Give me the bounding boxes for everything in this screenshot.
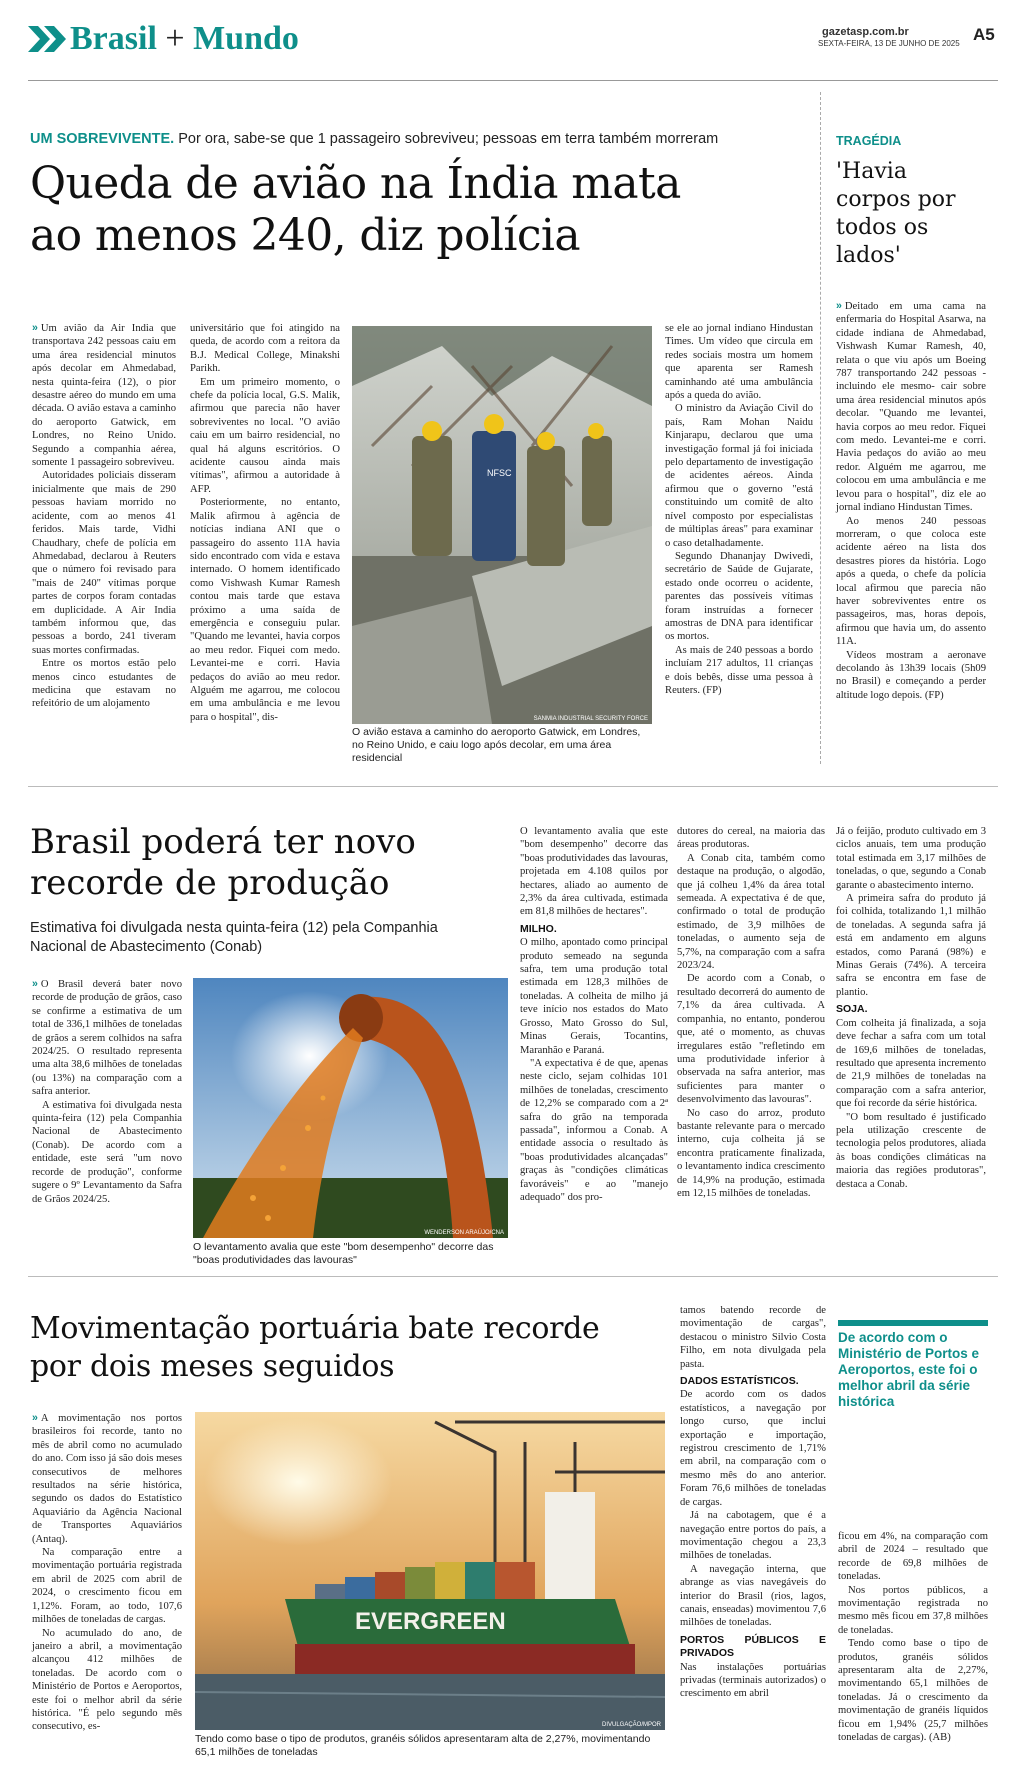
lead-arrow-icon: »	[32, 322, 38, 334]
paragraph: Na comparação entre a movimentação portuária registrada em abril de 2025 com abril de 2024, o crescimento ficou em 1,12%. Foram, ao todo, 107,6 milhões de toneladas de cargas.	[32, 1547, 182, 1626]
story2-col1	[32, 978, 182, 1206]
subhead-milho: MILHO.	[520, 922, 557, 935]
paragraph: ficou em 4%, na comparação com abril de 2024 – resultado que recorde de 69,8 milhões de toneladas.	[838, 1531, 988, 1583]
paragraph: O ministro da Aviação Civil do país, Ram Mohan Naidu Kinjarapu, declarou que uma investigação formal já foi iniciada pelo departamento de investigação de acidentes aéreos. Ainda afirmou que o governo "está constituindo um comitê de alto nível composto por especialistas de múltiplas áreas" para examinar o caso detalhadamente.	[665, 403, 813, 549]
story2-col2	[520, 825, 668, 1204]
paragraph: Segundo Dhananjay Dwivedi, secretário de Saúde de Gujarate, estado onde ocorreu o acidente, parentes das possíveis vítimas foram instruídas a fornecer amostras de DNA para identificar os mortos.	[665, 550, 813, 643]
kicker-text: Por ora, sabe-se que 1 passageiro sobreviveu; pessoas em terra também morreram	[178, 131, 719, 147]
paragraph: Tendo como base o tipo de produtos, granéis sólidos apresentaram alta de 2,27%, movimentando 65,1 milhões de toneladas. Já o crescimento da movimentação de granéis líquidos ficou em 1,94% (25,7 milhões toneladas de cargas). (AB)	[838, 1638, 988, 1744]
paragraph: Ao menos 240 pessoas morreram, o que coloca este acidente aéreo na lista dos desastres piores da história. Logo após a queda, o chefe da polícia local afirmou que parecia não haver sobreviventes entre os passageiros, mas, horas depois, afirmou que havia um, do assento 11A.	[836, 515, 986, 648]
subhead-portos: PORTOS PÚBLICOS E PRIVADOS	[680, 1633, 826, 1660]
paragraph: Nas instalações portuárias privadas (terminais autorizados) o crescimento em abril	[680, 1661, 826, 1700]
ship-name-text: EVERGREEN	[355, 1608, 506, 1635]
photo-caption: O avião estava a caminho do aeroporto Gatwick, em Londres, no Reino Unido, e caiu logo após decolar, em uma área residencial	[352, 726, 641, 764]
masthead	[28, 22, 1000, 72]
story2-deck: Estimativa foi divulgada nesta quinta-feira (12) pela Companhia Nacional de Abastecimento (Conab)	[30, 920, 438, 955]
paragraph: No acumulado do ano, de janeiro a abril, a movimentação alcançou 412 milhões de toneladas. De acordo com o Ministério de Portos e Aeroportos, este foi o melhor abril da série histórica. "É pelo segundo mês consecutivo, es-	[32, 1627, 182, 1733]
paragraph: De acordo com a Conab, o resultado decorrerá do aumento de 7,1% da área cultivada. A companhia, no entanto, ponderou que, até o momento, as chuvas irregulares estão "refletindo em uma produtividade inferior à observada na safra anterior, mas suficientes para manter o desenvolvimento das lavouras".	[677, 973, 825, 1106]
section-plus: +	[165, 20, 185, 57]
lead-arrow-icon: »	[32, 978, 38, 990]
sidebar-label: TRAGÉDIA	[836, 134, 902, 148]
story1-col2	[190, 322, 340, 724]
paragraph: Em um primeiro momento, o chefe da polícia local, G.S. Malik, afirmou que parecia não haver sobreviventes no local. "O avião caiu em um bairro residencial, no qual há alguns escritórios. O acidente causou ainda mais vítimas", afirmou a autoridade à AFP.	[190, 376, 340, 495]
subhead-dados: DADOS ESTATÍSTICOS.	[680, 1375, 799, 1388]
paragraph: Autoridades policiais disseram inicialmente que mais de 290 pessoas haviam morrido no acidente, com ao menos 41 feridos. Mais tarde, Vidhi Chaudhary, chefe de polícia em Ahmedabad, declarou à Reuters que o número foi revisado para "mais de 240" vítimas porque partes de corpos foram contadas em duplicidade. A Air India também informou que, das pessoas a bordo, 241 tiveram suas mortes confirmadas.	[32, 470, 176, 656]
paragraph: "O bom resultado é justificado pela utilização crescente de tecnologia pelos produtores, aliada às boas condições climáticas na maioria das regiões produtoras", destaca a Conab.	[836, 1111, 986, 1190]
paragraph: Entre os mortos estão pelo menos cinco estudantes de medicina que estavam no refeitório de um alojamento	[32, 658, 176, 710]
double-chevron-icon	[28, 26, 68, 56]
headline-line-2: ao menos 240, diz polícia	[30, 210, 580, 261]
pullquote-text: De acordo com o Ministério de Portos e Aeroportos, este foi o melhor abril da série histórica	[838, 1330, 980, 1409]
story1-col1	[32, 322, 176, 711]
photo-credit: WENDERSON ARAÚJO/CNA	[424, 1230, 504, 1236]
paragraph: A movimentação nos portos brasileiros foi recorde, tanto no mês de abril como no acumulado do ano. Com isso já são dois meses consecutivos de melhores resultados na série histórica, segundo os dados do Estatístico Aquaviário da Agência Nacional de Transportes Aquaviários (Antaq).	[32, 1413, 182, 1545]
photo-caption: Tendo como base o tipo de produtos, granéis sólidos apresentaram alta de 2,27%, movimentando 65,1 milhões de toneladas	[195, 1733, 651, 1758]
crash-site-photo	[352, 326, 652, 724]
paragraph: universitário que foi atingido na queda, de acordo com a reitora da B.J. Medical College, Minakshi Parikh.	[190, 323, 340, 375]
paragraph: O Brasil deverá bater novo recorde de produção de grãos, caso se confirme a estimativa de um total de 336,1 milhões de toneladas de grãos a serem colhidos na safra 2024/25. O resultado representa uma alta 38,6 milhões de toneladas (ou 13%) na comparação com a safra anterior.	[32, 979, 182, 1098]
page-number: A5	[973, 25, 995, 44]
subhead-soja: SOJA.	[836, 1003, 868, 1016]
photo-caption: O levantamento avalia que este "bom desempenho" decorre das "boas produtividades das lavouras"	[193, 1241, 494, 1266]
paragraph: De acordo com os dados estatísticos, a navegação por longo curso, que inclui exportação e importação, registrou crescimento de 1,71% em abril, na comparação com o mesmo mês do ano anterior. Foram 76,6 milhões de toneladas de cargas.	[680, 1389, 826, 1508]
headline-line-1: Brasil poderá ter novo	[30, 822, 416, 862]
kicker-label: UM SOBREVIVENTE.	[30, 131, 175, 147]
pullquote	[838, 1320, 988, 1410]
paragraph: A primeira safra do produto já foi colhida, totalizando 1,1 milhão de toneladas. A segunda safra já está em andamento em alguns estados, como Paraná (98%) e Minas Gerais (74%). A terceira safra se encontra em fase de plantio.	[836, 893, 986, 998]
story3-headline	[30, 1310, 680, 1386]
sidebar-divider	[820, 92, 821, 764]
paragraph: Deitado em uma cama na enfermaria do Hospital Asarwa, na cidade indiana de Ahmedabad, Vishwash Kumar Ramesh, 40, relata o que viu após um Boeing 787 transportando 242 pessoas -incluindo ele mesmo- cair sobre uma área residencial minutos após decolar. "Quando me levantei, havia corpos ao meu redor. Fiquei com medo. Levantei-me e corri. Havia pedaços do avião ao meu redor. Alguém me agarrou, me colocou em uma ambulância e me levou para o hospital", diz ele ao jornal indiano Hindustan Times.	[836, 301, 986, 514]
sidebar-body	[836, 300, 986, 702]
story-divider-1	[28, 786, 998, 787]
headline-line-1: Movimentação portuária bate recorde	[30, 1311, 600, 1346]
photo-credit: SANMIA INDUSTRIAL SECURITY FORCE	[533, 716, 648, 722]
paragraph: A Conab cita, também como destaque na produção, o algodão, que já colheu 1,4% da área total semeada. A expectativa é de que, confirmado o total de produção estimado, de 3,9 milhões de toneladas, o aumento seja de 5,7%, na comparação com a safra 2023/24.	[677, 852, 825, 972]
paragraph: "A expectativa é de que, apenas neste ciclo, sejam colhidas 101 milhões de toneladas, crescimento de 12,2% se comparado com a 2ª safra do grão na temporada passada", informou a Conab. A entidade associa o resultado às "boas produtividades alcançadas" graças às "condições climáticas favoráveis" e ao "manejo adequado" dos pro-	[520, 1057, 668, 1203]
headline-line-2: por dois meses seguidos	[30, 1349, 395, 1384]
story2-headline	[30, 822, 530, 904]
site-url[interactable]: gazetasp.com.br	[822, 26, 909, 38]
edition-date: SEXTA-FEIRA, 13 DE JUNHO DE 2025	[818, 39, 960, 48]
headline-line-2: recorde de produção	[30, 863, 390, 903]
story1-kicker	[30, 131, 810, 147]
story3-col1	[32, 1412, 182, 1734]
paragraph: tamos batendo recorde de movimentação de cargas", destacou o ministro Silvio Costa Filho, em nota divulgada pela pasta.	[680, 1305, 826, 1370]
paragraph: Nos portos públicos, a movimentação registrada no mesmo mês ficou em 37,8 milhões de toneladas.	[838, 1584, 988, 1636]
paragraph: Um avião da Air India que transportava 242 pessoas caiu em uma área residencial minutos após decolar em Ahmedabad, nesta quinta-feira (12), o pior desastre aéreo do mundo em uma década. O avião estava a caminho do aeroporto Gatwick, em Londres, no Reino Unido. Segundo a companhia aérea, somente 1 passageiro sobreviveu.	[32, 323, 176, 469]
story-divider-2	[28, 1276, 998, 1277]
paragraph: dutores do cereal, na maioria das áreas produtoras.	[677, 826, 825, 851]
svg-text:NFSC: NFSC	[487, 468, 512, 478]
lead-arrow-icon: »	[32, 1412, 38, 1424]
masthead-rule	[28, 80, 998, 81]
paragraph: No caso do arroz, produto bastante relevante para o mercado interno, cuja colheita já se encontra praticamente finalizada, o levantamento indica crescimento de 14,9% na produção, estimada em 12,15 milhões de toneladas.	[677, 1107, 825, 1199]
paragraph: O milho, apontado como principal produto semeado na segunda safra, tem uma produção total estimada em 128,3 milhões de toneladas. A colheita de milho já teve início nos estados do Mato Grosso, Mato Grosso do Sul, Minas Gerais, Tocantins, Maranhão e Paraná.	[520, 937, 668, 1056]
paragraph: A estimativa foi divulgada nesta quinta-feira (12) pela Companhia Nacional de Abastecimento (Conab). De acordo com a entidade, este será "um novo recorde de produção", conforme sugere o 9º Levantamento da Safra de Grãos 2024/25.	[32, 1099, 182, 1205]
story3-col3	[838, 1530, 988, 1745]
paragraph: se ele ao jornal indiano Hindustan Times. Um vídeo que circula em redes sociais mostra um homem que aparenta ser Ramesh caminhando até uma ambulância após a queda do avião.	[665, 323, 813, 402]
paragraph: Posteriormente, no entanto, Malik afirmou à agência de notícias indiana ANI que o passageiro do assento 11A havia sido encontrado com vida e estava internado. O homem identificado como Vishwash Kumar Ramesh contou mais tarde que estava próximo a uma saída de emergência e conseguiu pular. "Quando me levantei, havia corpos ao meu redor. Fiquei com medo. Levantei-me e corri. Havia pedaços do avião ao meu redor. Alguém me agarrou, me colocou em uma ambulância e me levou para o hospital", dis-	[190, 497, 340, 723]
paragraph: Vídeos mostram a aeronave decolando às 13h39 locais (5h09 no Brasil) e começando a perder altitude logo depois. (FP)	[836, 649, 986, 701]
story2-col3	[677, 825, 825, 1200]
grain-harvest-photo	[193, 978, 508, 1238]
photo-credit: DIVULGAÇÃO/MPOR	[601, 1722, 661, 1728]
section-brasil: Brasil	[70, 20, 157, 57]
paragraph: Já na cabotagem, que é a navegação entre portos do país, a movimentação chegou a 23,3 milhões de toneladas.	[680, 1510, 826, 1562]
story2-col4	[836, 825, 986, 1191]
story1-headline	[30, 158, 820, 262]
story3-col2	[680, 1304, 826, 1701]
section-title	[70, 20, 299, 58]
sidebar-title: 'Havia corpos por todos os lados'	[836, 159, 956, 268]
paragraph: Já o feijão, produto cultivado em 3 ciclos anuais, tem uma produção total estimada em 3,17 milhões de toneladas, o que, segundo a Conab garante o abastecimento interno.	[836, 826, 986, 891]
paragraph: As mais de 240 pessoas a bordo incluíam 217 adultos, 11 crianças e dois bebês, disse uma pessoa à Reuters. (FP)	[665, 644, 813, 696]
lead-arrow-icon: »	[836, 300, 842, 312]
container-ship-photo	[195, 1412, 665, 1730]
paragraph: A navegação interna, que abrange as vias navegáveis do interior do Brasil (rios, lagos, canais, enseadas) movimentou 7,6 milhões de toneladas.	[680, 1563, 826, 1629]
headline-line-1: Queda de avião na Índia mata	[30, 158, 681, 209]
story1-col3	[665, 322, 813, 697]
paragraph: Com colheita já finalizada, a soja deve fechar a safra com um total de 169,6 milhões de toneladas, resultado que apresenta incremento de 21,9 milhões de toneladas na comparação com a safra anterior, que foi recorde da série histórica.	[836, 1017, 986, 1110]
paragraph: O levantamento avalia que este "bom desempenho" decorre das "boas produtividades das lavouras, projetada em 4.108 quilos por hectares, aliado ao aumento de 2,3% da área cultivada, estimada em 81,8 milhões de hectares".	[520, 826, 668, 918]
section-mundo: Mundo	[193, 20, 299, 57]
